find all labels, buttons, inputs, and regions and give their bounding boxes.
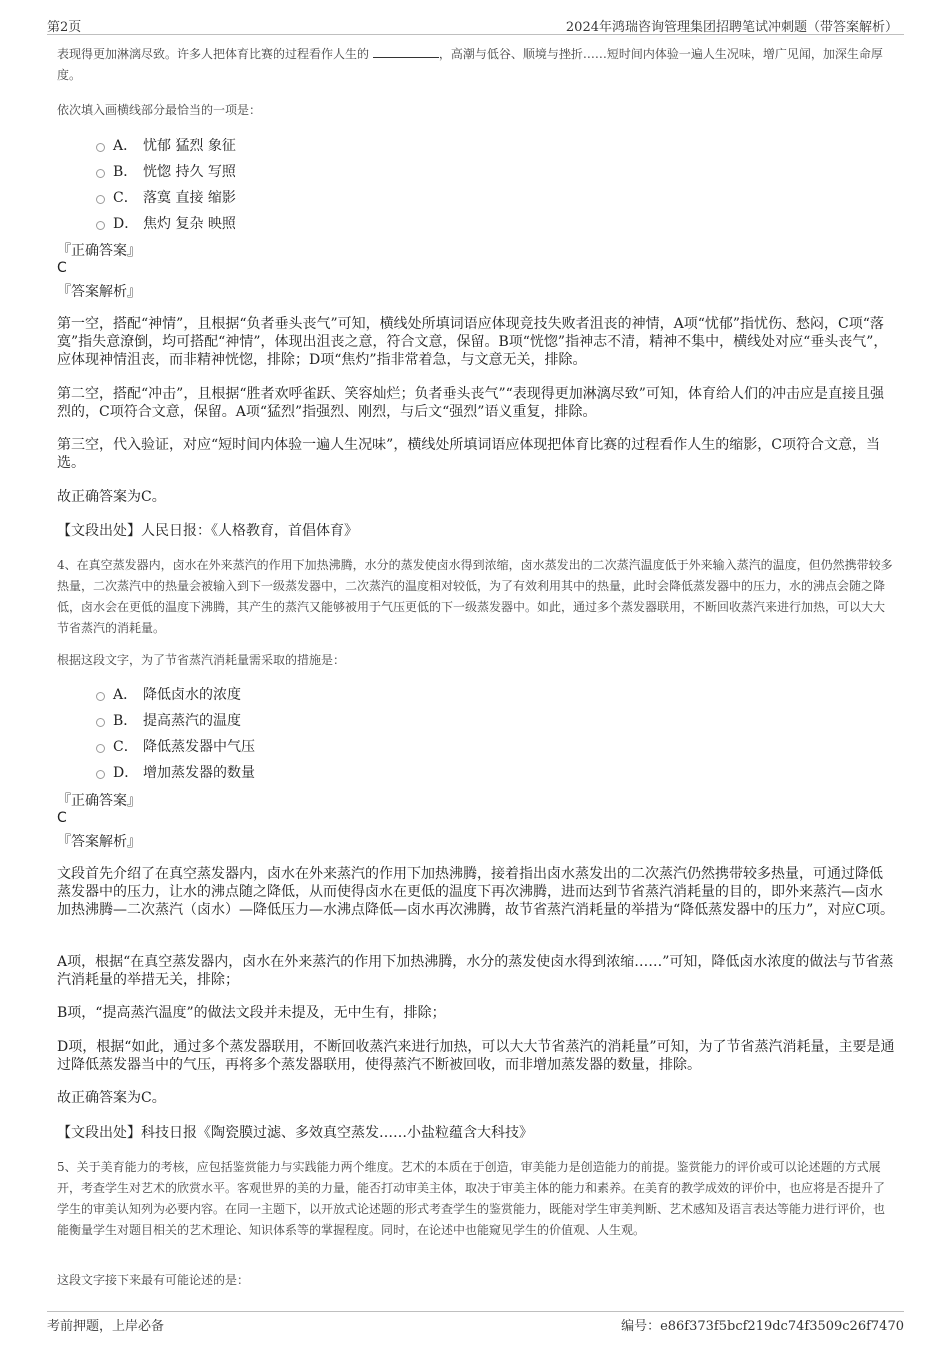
q3-option-b[interactable]: B． 恍惚 持久 写照 — [96, 158, 236, 184]
q4-answer: C — [57, 810, 67, 826]
q3-analysis-4: 故正确答案为C。 — [57, 489, 166, 505]
q3-answer: C — [57, 260, 67, 276]
radio-icon[interactable] — [96, 143, 105, 152]
footer-slogan: 考前押题，上岸必备 — [47, 1319, 165, 1334]
q4-source: 【文段出处】科技日报《陶瓷膜过滤、多效真空蒸发……小盐粒蕴含大科技》 — [57, 1125, 533, 1141]
q4-options — [96, 681, 255, 785]
document-code: 编号：e86f373f5bcf219dc74f3509c26f7470 — [621, 1319, 904, 1334]
q4-passage: 4、在真空蒸发器内，卤水在外来蒸汽的作用下加热沸腾，水分的蒸发使卤水得到浓缩，卤水蒸发出的二次蒸汽温度低于外来输入蒸汽的温度，但仍然携带较多热量，二次蒸汽中的热量会被输入到下一级蒸发器中，二次蒸汽的温度相对较低，为了有效利用其中的热量，此时会降低蒸发器中的压力，水的沸点会随之降低，卤水会在更低的温度下沸腾，其产生的蒸汽又能够被用于气压更低的下一级蒸发器中。如此，通过多个蒸发器联用，不断回收蒸汽来进行加热，可以大大节省蒸汽的消耗量。 — [57, 558, 893, 635]
q3-analysis-1: 第一空，搭配“神情”，且根据“负者垂头丧气”可知，横线处所填词语应体现竞技失败者沮丧的神情，A项“忧郁”指忧伤、愁闷，C项“落寞”指失意潦倒，均可搭配“神情”，体现出沮丧之意，符合文意，保留。B项“恍惚”指神志不清，精神不集中，横线处对应“垂头丧气”，应体现神情沮丧，而非精神恍惚，排除；D项“焦灼”指非常着急，与文意无关，排除。 — [57, 316, 888, 368]
q3-passage — [57, 44, 895, 86]
q3-options — [96, 132, 236, 236]
page-number: 第2页 — [47, 20, 82, 35]
fill-blank — [373, 47, 439, 58]
q4-answer-label: 『正确答案』 — [57, 793, 141, 809]
radio-icon[interactable] — [96, 692, 105, 701]
q4-analysis-3: B项，“提高蒸汽温度”的做法文段并未提及，无中生有，排除； — [57, 1005, 446, 1021]
q3-analysis-2: 第二空，搭配“冲击”，且根据“胜者欢呼雀跃、笑容灿烂；负者垂头丧气”“表现得更加淋漓尽致”可知，体育给人们的冲击应是直接且强烈的，C项符合文意，保留。A项“猛烈”指强烈、刚烈，与后文“强烈”语义重复，排除。 — [57, 386, 884, 420]
q3-analysis-label: 『答案解析』 — [57, 284, 141, 300]
radio-icon[interactable] — [96, 744, 105, 753]
document-title: 2024年鸿瑞咨询管理集团招聘笔试冲刺题（带答案解析） — [565, 20, 898, 35]
radio-icon[interactable] — [96, 221, 105, 230]
q5-passage: 5、关于美育能力的考核，应包括鉴赏能力与实践能力两个维度。艺术的本质在于创造，审美能力是创造能力的前提。鉴赏能力的评价或可以论述题的方式展开，考查学生对艺术的欣赏水平。客观世界的美的力量，能否打动审美主体，取决于审美主体的能力和素养。在美育的教学成效的评价中，也应将是否提升了学生的审美认知列为必要内容。在同一主题下，以开放式论述题的形式考查学生的鉴赏能力，既能对学生审美判断、艺术感知及语言表达等能力进行评价，也能衡量学生对题目相关的艺术理论、知识体系等的掌握程度。同时，在论述中也能窥见学生的价值观、人生观。 — [57, 1160, 886, 1237]
page-header — [47, 14, 904, 35]
q4-option-a[interactable]: A． 降低卤水的浓度 — [96, 681, 255, 707]
q5-prompt: 这段文字接下来最有可能论述的是： — [57, 1273, 250, 1287]
radio-icon[interactable] — [96, 169, 105, 178]
q3-option-d[interactable]: D． 焦灼 复杂 映照 — [96, 210, 236, 236]
q4-analysis-1: 文段首先介绍了在真空蒸发器内，卤水在外来蒸汽的作用下加热沸腾，接着指出卤水蒸发出的二次蒸汽仍然携带较多热量，可通过降低蒸发器中的压力，让水的沸点随之降低，从而使得卤水在更低的温度下再次沸腾，进而达到节省蒸汽消耗量的目的，即外来蒸汽—卤水加热沸腾—二次蒸汽（卤水）—降低压力—水沸点降低—卤水再次沸腾，故节省蒸汽消耗量的举措为“降低蒸发器中的压力”，对应C项。 — [57, 866, 895, 918]
q4-option-b[interactable]: B． 提高蒸汽的温度 — [96, 707, 255, 733]
radio-icon[interactable] — [96, 770, 105, 779]
radio-icon[interactable] — [96, 195, 105, 204]
q4-analysis-4: D项，根据“如此，通过多个蒸发器联用，不断回收蒸汽来进行加热，可以大大节省蒸汽的消耗量”可知，为了节省蒸汽消耗量，主要是通过降低蒸发器当中的气压，再将多个蒸发器联用，使得蒸汽不断被回收，而非增加蒸发器的数量，排除。 — [57, 1039, 895, 1073]
q3-passage-part2: ，高潮与低谷、顺境与挫折……短时间内体验一遍人生况味，增广见闻，加深生命厚度。 — [57, 47, 883, 82]
q4-analysis-label: 『答案解析』 — [57, 834, 141, 850]
radio-icon[interactable] — [96, 718, 105, 727]
q3-option-a[interactable]: A． 忧郁 猛烈 象征 — [96, 132, 236, 158]
q3-prompt — [57, 100, 895, 121]
q4-option-c[interactable]: C． 降低蒸发器中气压 — [96, 733, 255, 759]
q3-source: 【文段出处】人民日报：《人格教育，首倡体育》 — [57, 523, 358, 539]
q4-prompt: 根据这段文字，为了节省蒸汽消耗量需采取的措施是： — [57, 653, 346, 667]
q3-option-c[interactable]: C． 落寞 直接 缩影 — [96, 184, 236, 210]
q3-passage-part1: 表现得更加淋漓尽致。许多人把体育比赛的过程看作人生的 — [57, 47, 370, 61]
q3-prompt-text: 依次填入画横线部分最恰当的一项是： — [57, 103, 262, 117]
q4-analysis-2: A项，根据“在真空蒸发器内，卤水在外来蒸汽的作用下加热沸腾，水分的蒸发使卤水得到浓缩……”可知，降低卤水浓度的做法与节省蒸汽消耗量的举措无关，排除； — [57, 954, 894, 988]
q4-analysis-5: 故正确答案为C。 — [57, 1090, 166, 1106]
q3-analysis-3: 第三空，代入验证，对应“短时间内体验一遍人生况味”，横线处所填词语应体现把体育比赛的过程看作人生的缩影，C项符合文意，当选。 — [57, 437, 881, 471]
q3-answer-label: 『正确答案』 — [57, 243, 141, 259]
page-footer — [47, 1311, 904, 1338]
q4-option-d[interactable]: D． 增加蒸发器的数量 — [96, 759, 255, 785]
